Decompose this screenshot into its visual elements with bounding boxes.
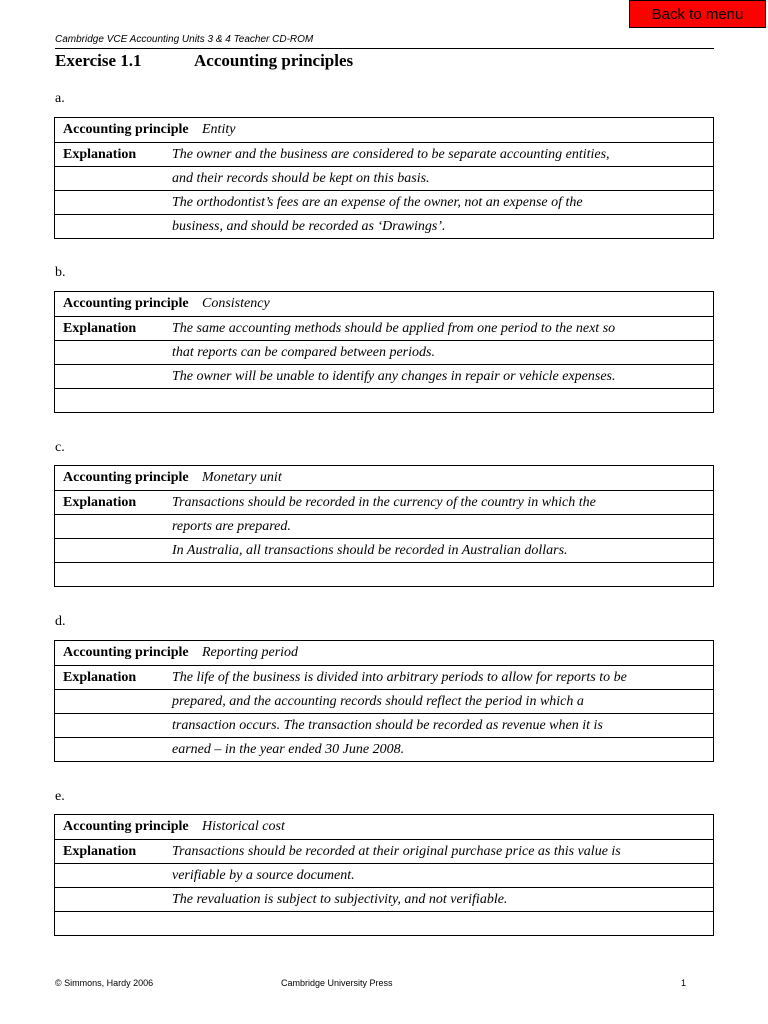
explanation-label: Explanation (63, 146, 137, 162)
explanation-row (55, 142, 713, 166)
exercise-number: Exercise 1.1 (55, 51, 142, 70)
explanation-line: In Australia, all transactions should be recorded in Australian dollars. (55, 538, 713, 562)
explanation-line: Transactions should be recorded at their original purchase price as this value is (172, 843, 621, 859)
principle-value: Entity (202, 122, 236, 137)
page-title (55, 51, 353, 71)
explanation-line: earned – in the year ended 30 June 2008. (55, 737, 713, 761)
principle-label: Accounting principle (63, 296, 189, 311)
explanation-line: The revaluation is subject to subjectivity, and not verifiable. (55, 887, 713, 911)
principle-table (54, 117, 714, 239)
principle-value: Monetary unit (202, 470, 282, 485)
section-letter: a. (55, 91, 65, 106)
principle-value: Historical cost (202, 819, 285, 834)
explanation-row (55, 316, 713, 340)
explanation-line (55, 388, 713, 412)
principle-table (54, 814, 714, 936)
explanation-label: Explanation (63, 320, 137, 336)
page-header: Cambridge VCE Accounting Units 3 & 4 Teacher CD-ROM (55, 34, 714, 49)
section-letter: d. (55, 614, 66, 629)
section-letter: c. (55, 440, 65, 455)
explanation-line: The same accounting methods should be applied from one period to the next so (172, 320, 616, 336)
explanation-line: and their records should be kept on this basis. (55, 166, 713, 190)
principle-label: Accounting principle (63, 645, 189, 660)
explanation-line: verifiable by a source document. (55, 863, 713, 887)
explanation-line: prepared, and the accounting records should reflect the period in which a (55, 689, 713, 713)
principle-table (54, 640, 714, 762)
explanation-label: Explanation (63, 494, 137, 510)
explanation-line: business, and should be recorded as ‘Drawings’. (55, 214, 713, 238)
footer-publisher: Cambridge University Press (281, 978, 393, 988)
explanation-line (55, 562, 713, 586)
principle-row (55, 815, 713, 839)
principle-row (55, 292, 713, 316)
exercise-title: Accounting principles (194, 51, 354, 70)
explanation-row (55, 665, 713, 689)
footer-copyright: © Simmons, Hardy 2006 (55, 978, 154, 988)
explanation-row (55, 839, 713, 863)
principle-table (54, 465, 714, 587)
principle-label: Accounting principle (63, 122, 189, 137)
principle-row (55, 466, 713, 490)
explanation-line: reports are prepared. (55, 514, 713, 538)
principle-label: Accounting principle (63, 819, 189, 834)
principle-value: Reporting period (202, 645, 299, 660)
footer-page-number: 1 (681, 978, 687, 988)
explanation-line: The owner will be unable to identify any changes in repair or vehicle expenses. (55, 364, 713, 388)
section-letter: b. (55, 265, 66, 280)
principle-value: Consistency (202, 296, 270, 311)
explanation-label: Explanation (63, 843, 137, 859)
explanation-line (55, 911, 713, 935)
explanation-line: The orthodontist’s fees are an expense of the owner, not an expense of the (55, 190, 713, 214)
principle-row (55, 118, 713, 142)
back-to-menu-button[interactable]: Back to menu (629, 0, 766, 28)
principle-label: Accounting principle (63, 470, 189, 485)
explanation-line: The owner and the business are considered to be separate accounting entities, (172, 146, 610, 162)
explanation-line: Transactions should be recorded in the currency of the country in which the (172, 494, 596, 510)
principle-row (55, 641, 713, 665)
principle-table (54, 291, 714, 413)
explanation-line: that reports can be compared between periods. (55, 340, 713, 364)
section-letter: e. (55, 789, 65, 804)
explanation-row (55, 490, 713, 514)
explanation-line: The life of the business is divided into arbitrary periods to allow for reports to be (172, 669, 627, 685)
explanation-line: transaction occurs. The transaction should be recorded as revenue when it is (55, 713, 713, 737)
explanation-label: Explanation (63, 669, 137, 685)
